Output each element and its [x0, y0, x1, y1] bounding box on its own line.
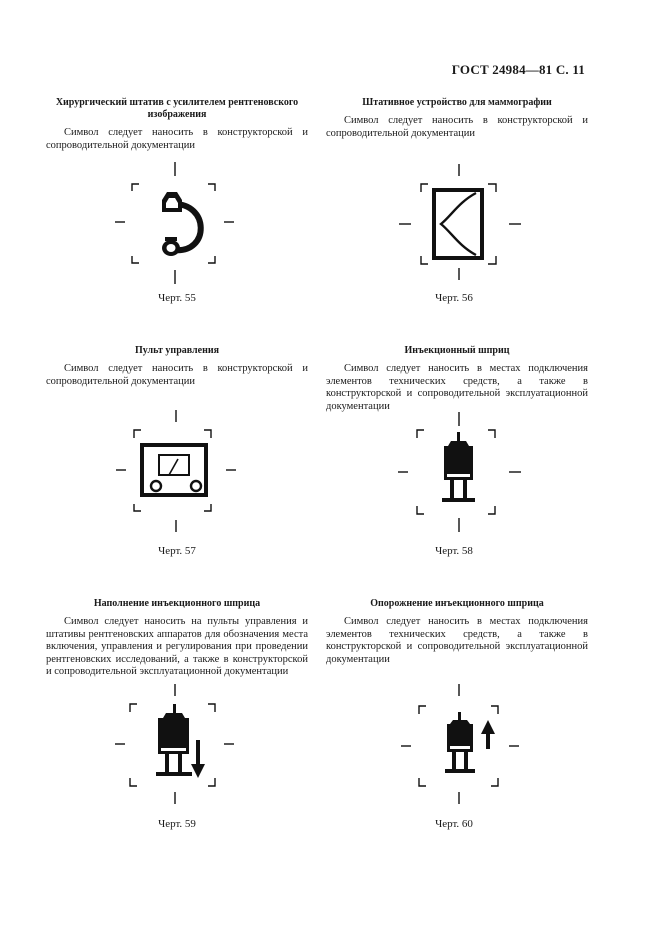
- figure-caption: Черт. 55: [158, 292, 196, 304]
- section-text: Символ следует наносить в местах подключения элементов технических средств, а также в конструкторской и сопроводительной эксплуатационной документации: [326, 363, 588, 412]
- figure-caption: Черт. 60: [435, 818, 473, 830]
- syringe-filling-icon: [112, 680, 242, 810]
- section-56: [326, 97, 588, 140]
- injection-syringe-icon: [395, 408, 525, 538]
- control-panel-icon: [112, 406, 242, 536]
- figure-caption: Черт. 57: [158, 545, 196, 557]
- section-59: [46, 598, 308, 679]
- section-title: Наполнение инъекционного шприца: [93, 598, 261, 609]
- page-header: ГОСТ 24984—81 С. 11: [451, 62, 585, 77]
- section-text: Символ следует наносить на пульты управления и штативы рентгеновских аппаратов для обозначения места включения, управления и регулирования при проведении рентгеновских исследований, а также в конструкторской и сопроводительной эксплуатационной документации: [46, 616, 308, 677]
- section-text: Символ следует наносить в конструкторской и сопроводительной документации: [46, 127, 308, 151]
- mammography-stand-icon: [395, 160, 525, 290]
- figure-caption: Черт. 59: [158, 818, 196, 830]
- section-title: Пульт управления: [134, 345, 220, 356]
- section-55: [46, 97, 308, 152]
- section-text: Символ следует наносить в конструкторской и сопроводительной документации: [326, 115, 588, 139]
- section-58: [326, 345, 588, 413]
- section-title: Штативное устройство для маммографии: [362, 97, 552, 108]
- section-60: [326, 598, 588, 666]
- section-text: Символ следует наносить в конструкторской и сопроводительной документации: [46, 363, 308, 387]
- section-title: Опорожнение инъекционного шприца: [370, 598, 544, 609]
- section-title: Хирургический штатив с усилителем рентгеновского изображения: [55, 97, 299, 120]
- syringe-emptying-icon: [395, 680, 525, 810]
- figure-caption: Черт. 58: [435, 545, 473, 557]
- section-title: Инъекционный шприц: [404, 345, 510, 356]
- c-arm-xray-stand-icon: [112, 158, 242, 288]
- section-text: Символ следует наносить в местах подключения элементов технических средств, а также в конструкторской и сопроводительной эксплуатационной документации: [326, 616, 588, 665]
- figure-caption: Черт. 56: [435, 292, 473, 304]
- section-57: [46, 345, 308, 388]
